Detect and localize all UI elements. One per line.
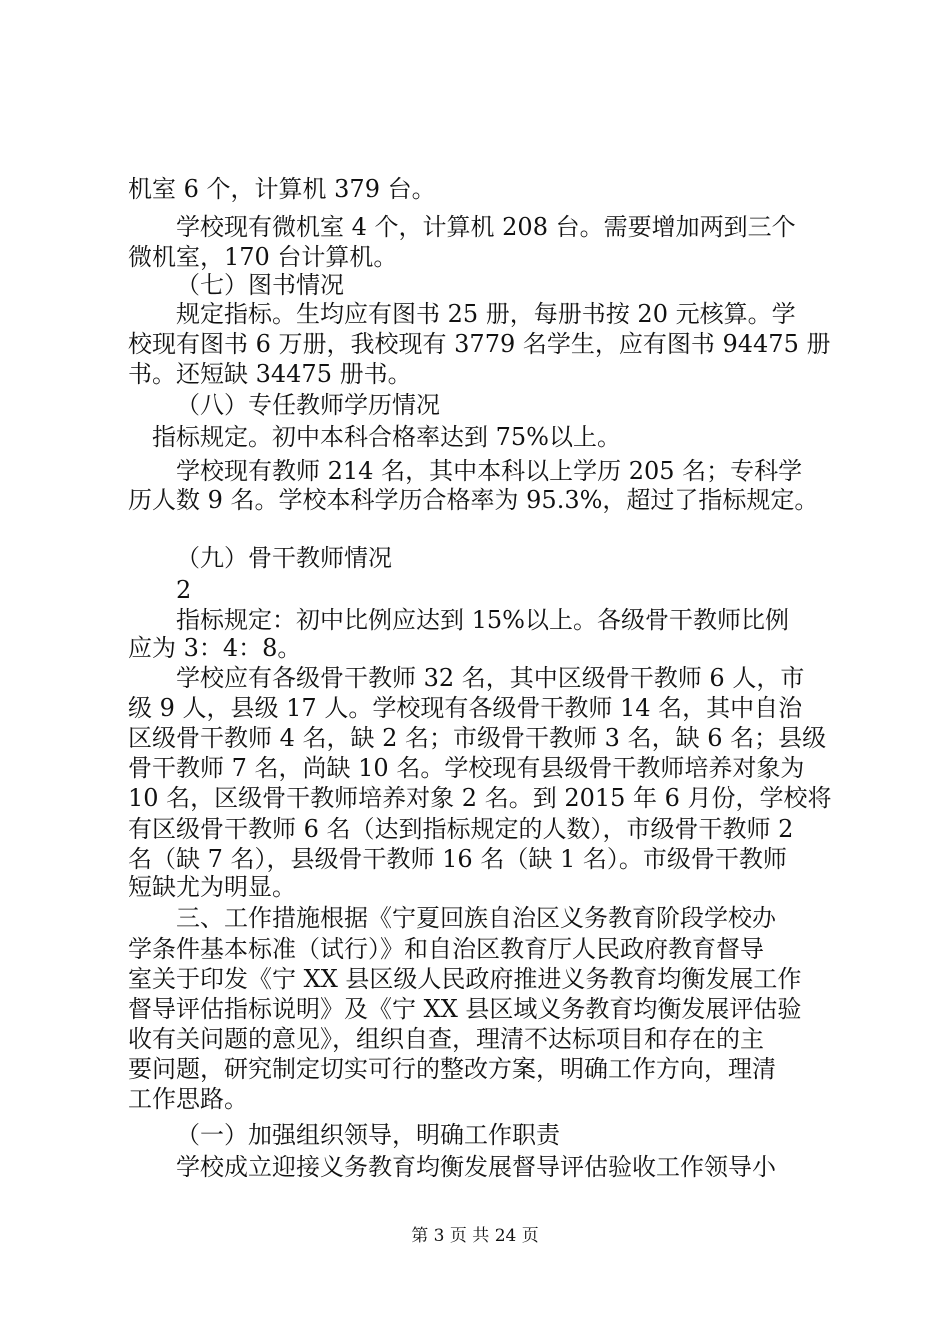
text-line: 指标规定。初中本科合格率达到 75%以上。 — [152, 423, 621, 451]
text-line: 学条件基本标准（试行）》和自治区教育厅人民政府教育督导 — [128, 935, 764, 963]
text-line: 机室 6 个，计算机 379 台。 — [128, 175, 436, 203]
text-line: 收有关问题的意见》，组织自查，理清不达标项目和存在的主 — [128, 1025, 764, 1053]
stray-number: 2 — [176, 576, 192, 604]
text-line: 室关于印发《宁 XX 县区级人民政府推进义务教育均衡发展工作 — [128, 965, 802, 993]
section-heading: （一）加强组织领导，明确工作职责 — [176, 1121, 560, 1149]
text-line: 书。还短缺 34475 册书。 — [128, 360, 412, 388]
text-line: 校现有图书 6 万册，我校现有 3779 名学生，应有图书 94475 册 — [128, 330, 831, 358]
text-line: 要问题，研究制定切实可行的整改方案，明确工作方向，理清 — [128, 1055, 776, 1083]
section-heading: （九）骨干教师情况 — [176, 544, 392, 572]
text-line: 学校应有各级骨干教师 32 名，其中区级骨干教师 6 人，市 — [176, 664, 805, 692]
text-line: 10 名，区级骨干教师培养对象 2 名。到 2015 年 6 月份，学校将 — [128, 784, 832, 812]
text-line: 区级骨干教师 4 名，缺 2 名；市级骨干教师 3 名，缺 6 名；县级 — [128, 724, 827, 752]
text-line: 三、工作措施根据《宁夏回族自治区义务教育阶段学校办 — [176, 904, 776, 932]
text-line: 微机室，170 台计算机。 — [128, 243, 398, 271]
text-line: 级 9 人，县级 17 人。学校现有各级骨干教师 14 名，其中自治 — [128, 694, 803, 722]
text-line: 学校现有教师 214 名，其中本科以上学历 205 名；专科学 — [176, 457, 803, 485]
text-line: 短缺尤为明显。 — [128, 873, 296, 901]
text-line: 学校现有微机室 4 个，计算机 208 台。需要增加两到三个 — [176, 213, 796, 241]
text-line: 工作思路。 — [128, 1085, 248, 1113]
page-footer: 第 3 页 共 24 页 — [411, 1226, 539, 1246]
text-line: 学校成立迎接义务教育均衡发展督导评估验收工作领导小 — [176, 1153, 776, 1181]
text-line: 规定指标。生均应有图书 25 册，每册书按 20 元核算。学 — [176, 300, 796, 328]
text-line: 名（缺 7 名），县级骨干教师 16 名（缺 1 名）。市级骨干教师 — [128, 845, 787, 873]
text-line: 历人数 9 名。学校本科学历合格率为 95.3%，超过了指标规定。 — [128, 486, 819, 514]
section-heading: （八）专任教师学历情况 — [176, 391, 440, 419]
text-line: 指标规定：初中比例应达到 15%以上。各级骨干教师比例 — [176, 606, 789, 634]
text-line: 骨干教师 7 名，尚缺 10 名。学校现有县级骨干教师培养对象为 — [128, 754, 805, 782]
text-line: 有区级骨干教师 6 名（达到指标规定的人数），市级骨干教师 2 — [128, 815, 794, 843]
text-line: 督导评估指标说明》及《宁 XX 县区域义务教育均衡发展评估验 — [128, 995, 802, 1023]
section-heading: （七）图书情况 — [176, 271, 344, 299]
text-line: 应为 3：4：8。 — [128, 634, 302, 662]
